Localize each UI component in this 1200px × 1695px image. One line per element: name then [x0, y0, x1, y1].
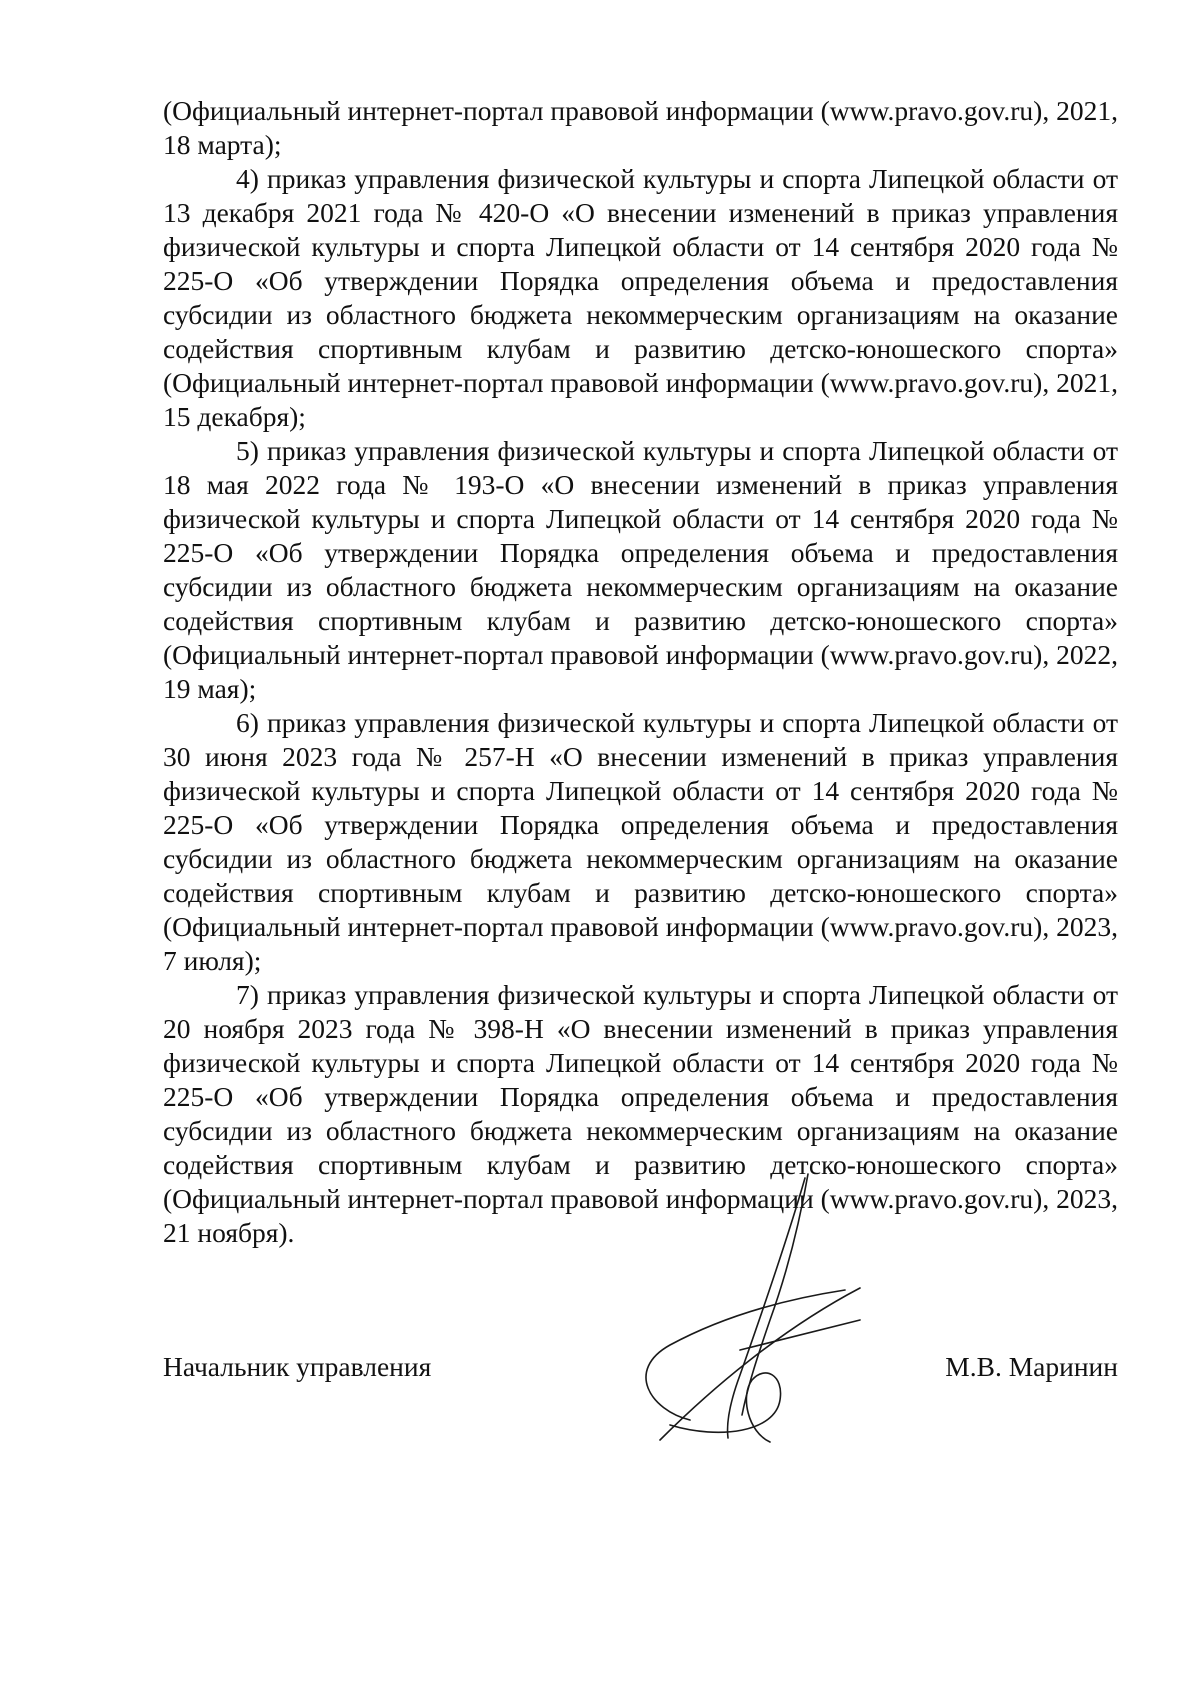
document-body	[163, 94, 1118, 1250]
paragraph-item-7: 7) приказ управления физической культуры и спорта Липецкой области от 20 ноября 2023 года № 398-Н «О внесении изменений в приказ управления физической культуры и спорта Липецкой области от 14 сентября 2020 года № 225-О «Об утверждении Порядка определения объема и предоставления субсидии из областного бюджета некоммерческим организациям на оказание содействия спортивным клубам и развитию детско-юношеского спорта» (Официальный интернет-портал правовой информации (www.pravo.gov.ru), 2023, 21 ноября).	[163, 979, 1118, 1248]
signer-position: Начальник управления	[163, 1351, 432, 1382]
handwritten-signature-icon	[630, 1170, 940, 1460]
paragraph-item-5: 5) приказ управления физической культуры и спорта Липецкой области от 18 мая 2022 года № 193-О «О внесении изменений в приказ управления физической культуры и спорта Липецкой области от 14 сентября 2020 года № 225-О «Об утверждении Порядка определения объема и предоставления субсидии из областного бюджета некоммерческим организациям на оказание содействия спортивным клубам и развитию детско-юношеского спорта» (Официальный интернет-портал правовой информации (www.pravo.gov.ru), 2022, 19 мая);	[163, 435, 1118, 704]
paragraph-item-4: 4) приказ управления физической культуры и спорта Липецкой области от 13 декабря 2021 года № 420-О «О внесении изменений в приказ управления физической культуры и спорта Липецкой области от 14 сентября 2020 года № 225-О «Об утверждении Порядка определения объема и предоставления субсидии из областного бюджета некоммерческим организациям на оказание содействия спортивным клубам и развитию детско-юношеского спорта» (Официальный интернет-портал правовой информации (www.pravo.gov.ru), 2021, 15 декабря);	[163, 163, 1118, 432]
paragraph-item-6: 6) приказ управления физической культуры и спорта Липецкой области от 30 июня 2023 года № 257-Н «О внесении изменений в приказ управления физической культуры и спорта Липецкой области от 14 сентября 2020 года № 225-О «Об утверждении Порядка определения объема и предоставления субсидии из областного бюджета некоммерческим организациям на оказание содействия спортивным клубам и развитию детско-юношеского спорта» (Официальный интернет-портал правовой информации (www.pravo.gov.ru), 2023, 7 июля);	[163, 707, 1118, 976]
signer-name: М.В. Маринин	[945, 1351, 1118, 1382]
paragraph-continuation: (Официальный интернет-портал правовой информации (www.pravo.gov.ru), 2021, 18 марта);	[163, 95, 1118, 160]
